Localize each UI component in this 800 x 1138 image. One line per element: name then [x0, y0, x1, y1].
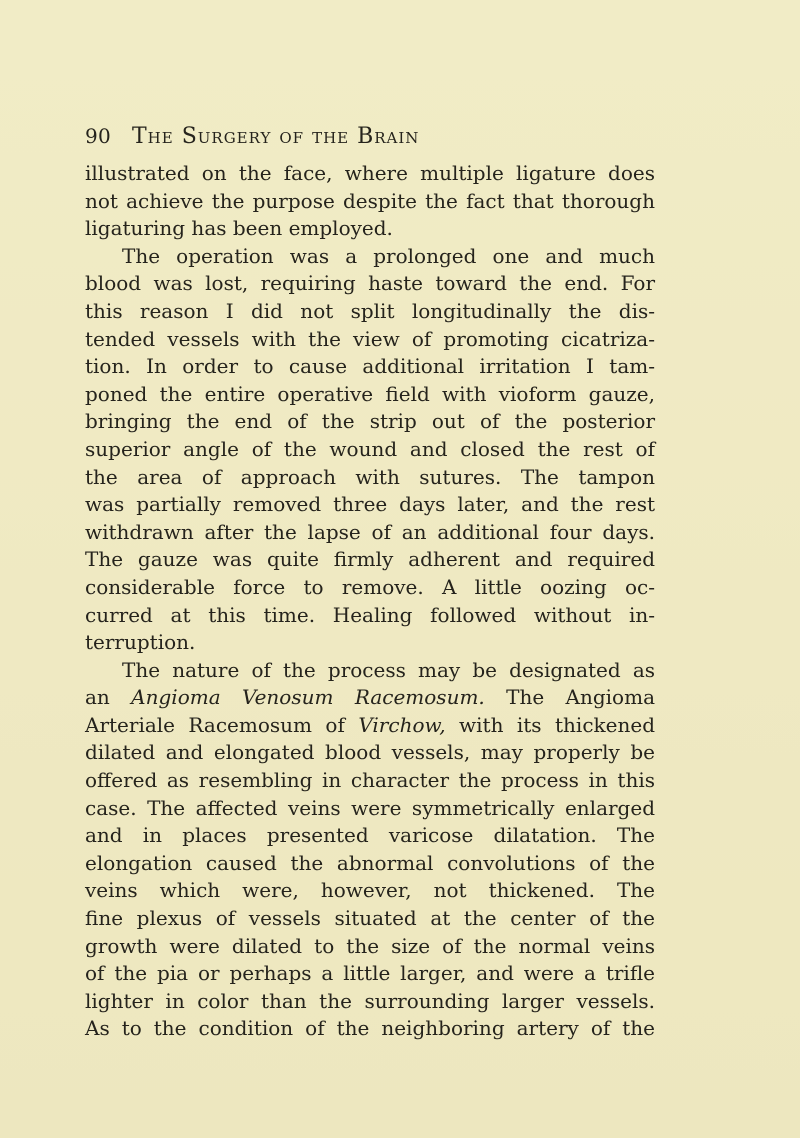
text-line: considerable force to remove. A little oozing oc-: [85, 574, 655, 599]
italic-term: Angioma Venosum Racemosum.: [131, 685, 485, 710]
paragraph-1: [85, 160, 655, 243]
text-line: The nature of the process may be designated as: [122, 657, 655, 682]
text-line: superior angle of the wound and closed the rest of: [85, 436, 655, 461]
text-segment: with its thickened: [445, 712, 655, 737]
text-line: tion. In order to cause additional irritation I tam-: [85, 354, 655, 379]
text-line: The operation was a prolonged one and much: [122, 243, 655, 268]
text-line: terruption.: [85, 630, 196, 655]
text-line: illustrated on the face, where multiple ligature does: [85, 161, 655, 185]
text-line: veins which were, however, not thickened. The: [85, 878, 655, 903]
text-line: this reason I did not split longitudinally the dis-: [85, 298, 655, 323]
text-line-with-italic: [85, 684, 655, 712]
running-header: [85, 124, 705, 154]
text-line: The gauze was quite firmly adherent and required: [85, 547, 655, 572]
text-line: and in places presented varicose dilatation. The: [85, 823, 655, 848]
text-line: ligaturing has been employed.: [85, 216, 393, 241]
text-line: As to the condition of the neighboring artery of the: [85, 1016, 655, 1041]
text-line: lighter in color than the surrounding larger vessels.: [85, 988, 655, 1013]
text-line: poned the entire operative field with vioform gauze,: [85, 381, 655, 406]
text-line-with-italic: [85, 712, 655, 740]
italic-name: Virchow,: [358, 712, 446, 737]
text-line: of the pia or perhaps a little larger, and were a trifle: [85, 961, 655, 986]
text-segment: an: [85, 685, 132, 710]
text-line: growth were dilated to the size of the normal veins: [85, 933, 655, 958]
text-line: elongation caused the abnormal convolutions of the: [85, 850, 655, 875]
text-line: case. The affected veins were symmetrically enlarged: [85, 795, 655, 820]
body-text: [85, 160, 655, 1043]
text-line: was partially removed three days later, and the rest: [85, 492, 655, 517]
running-title: The Surgery of the Brain: [132, 124, 420, 149]
paragraph-2: [85, 243, 655, 657]
text-line: the area of approach with sutures. The tampon: [85, 464, 655, 489]
text-segment: Arteriale Racemosum of: [85, 712, 359, 737]
text-line: dilated and elongated blood vessels, may properly be: [85, 740, 655, 765]
text-segment: The Angioma: [484, 685, 655, 710]
page-number: 90: [85, 124, 112, 148]
text-line: offered as resembling in character the process in this: [85, 768, 655, 793]
text-line: tended vessels with the view of promoting cicatriza-: [85, 326, 655, 351]
paragraph-3: [85, 657, 655, 1043]
text-line: not achieve the purpose despite the fact that thorough: [85, 188, 655, 213]
text-line: fine plexus of vessels situated at the center of the: [85, 906, 655, 931]
text-line: blood was lost, requiring haste toward the end. For: [85, 271, 655, 296]
text-line: withdrawn after the lapse of an additional four days.: [85, 519, 655, 544]
text-line: bringing the end of the strip out of the posterior: [85, 409, 655, 434]
text-line: curred at this time. Healing followed without in-: [85, 602, 655, 627]
